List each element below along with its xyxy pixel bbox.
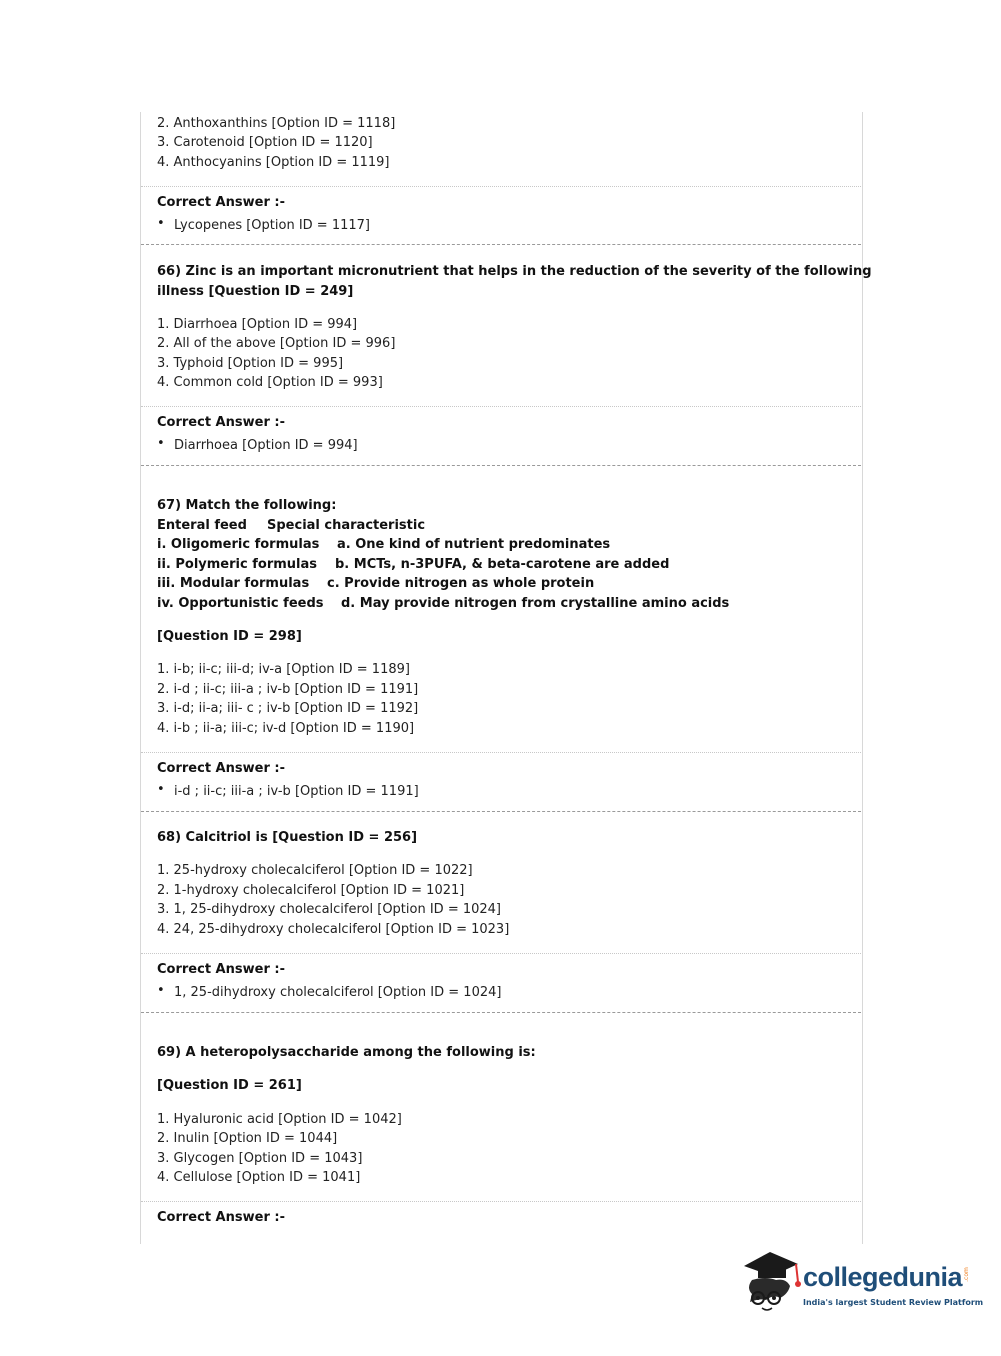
q67-correct-answer: i-d ; ii-c; iii-a ; iv-b [Option ID = 1191] xyxy=(174,784,419,799)
q69-option-1: 1. Hyaluronic acid [Option ID = 1042] xyxy=(157,1112,402,1127)
q69-question: 69) A heteropolysaccharide among the following is: xyxy=(157,1045,536,1060)
q66-option-1: 1. Diarrhoea [Option ID = 994] xyxy=(157,317,358,332)
q65-correct-label: Correct Answer :- xyxy=(157,195,285,210)
q67-option-2: 2. i-d ; ii-c; iii-a ; iv-b [Option ID = 1191] xyxy=(157,682,419,697)
divider xyxy=(141,752,861,753)
logo-domain-suffix: .com xyxy=(962,1267,970,1282)
bullet-icon: • xyxy=(157,216,165,231)
q67-header-left: Enteral feed xyxy=(157,518,247,533)
logo-tagline: India's largest Student Review Platform xyxy=(803,1298,984,1307)
q67-header-right: Special characteristic xyxy=(267,518,426,533)
question-separator xyxy=(141,465,861,466)
bullet-icon: • xyxy=(157,983,165,998)
q67-correct-label: Correct Answer :- xyxy=(157,761,285,776)
q68-option-1: 1. 25-hydroxy cholecalciferol [Option ID = 1022] xyxy=(157,863,473,878)
q67-question-id: [Question ID = 298] xyxy=(157,629,302,644)
q69-option-3: 3. Glycogen [Option ID = 1043] xyxy=(157,1151,363,1166)
q69-correct-label: Correct Answer :- xyxy=(157,1210,285,1225)
q66-option-3: 3. Typhoid [Option ID = 995] xyxy=(157,356,344,371)
q67-row-1-left: i. Oligomeric formulas xyxy=(157,537,320,552)
q67-row-3-left: iii. Modular formulas xyxy=(157,576,310,591)
q69-question-id: [Question ID = 261] xyxy=(157,1078,302,1093)
q67-option-4: 4. i-b ; ii-a; iii-c; iv-d [Option ID = 1190] xyxy=(157,721,415,736)
q66-question-line2: illness [Question ID = 249] xyxy=(157,284,354,299)
divider xyxy=(141,186,861,187)
question-separator xyxy=(141,244,861,245)
q65-option-4: 4. Anthocyanins [Option ID = 1119] xyxy=(157,155,390,170)
q66-correct-answer: Diarrhoea [Option ID = 994] xyxy=(174,438,358,453)
q68-option-3: 3. 1, 25-dihydroxy cholecalciferol [Option ID = 1024] xyxy=(157,902,501,917)
q67-option-1: 1. i-b; ii-c; iii-d; iv-a [Option ID = 1189] xyxy=(157,662,410,677)
question-separator xyxy=(141,811,861,812)
q65-option-2: 2. Anthoxanthins [Option ID = 1118] xyxy=(157,116,396,131)
q65-option-3: 3. Carotenoid [Option ID = 1120] xyxy=(157,135,373,150)
q66-option-2: 2. All of the above [Option ID = 996] xyxy=(157,336,396,351)
q65-correct-answer: Lycopenes [Option ID = 1117] xyxy=(174,218,370,233)
question-frame xyxy=(140,112,863,1244)
q67-option-3: 3. i-d; ii-a; iii- c ; iv-b [Option ID = 1192] xyxy=(157,701,419,716)
logo-wordmark: collegedunia xyxy=(803,1262,963,1292)
q68-correct-label: Correct Answer :- xyxy=(157,962,285,977)
question-separator xyxy=(141,1012,861,1013)
divider xyxy=(141,1201,861,1202)
q68-option-4: 4. 24, 25-dihydroxy cholecalciferol [Option ID = 1023] xyxy=(157,922,510,937)
q67-row-3-right: c. Provide nitrogen as whole protein xyxy=(327,576,595,591)
divider xyxy=(141,406,861,407)
q68-question: 68) Calcitriol is [Question ID = 256] xyxy=(157,830,418,845)
bullet-icon: • xyxy=(157,436,165,451)
q66-correct-label: Correct Answer :- xyxy=(157,415,285,430)
q67-row-2-right: b. MCTs, n-3PUFA, & beta-carotene are added xyxy=(335,557,670,572)
q67-question: 67) Match the following: xyxy=(157,498,337,513)
divider xyxy=(141,953,861,954)
q66-option-4: 4. Common cold [Option ID = 993] xyxy=(157,375,383,390)
bullet-icon: • xyxy=(157,782,165,797)
q66-question-line1: 66) Zinc is an important micronutrient that helps in the reduction of the severity of the following xyxy=(157,264,872,279)
q67-row-4-left: iv. Opportunistic feeds xyxy=(157,596,324,611)
q68-option-2: 2. 1-hydroxy cholecalciferol [Option ID = 1021] xyxy=(157,883,465,898)
q67-row-4-right: d. May provide nitrogen from crystalline amino acids xyxy=(341,596,730,611)
q67-row-2-left: ii. Polymeric formulas xyxy=(157,557,317,572)
q69-option-4: 4. Cellulose [Option ID = 1041] xyxy=(157,1170,361,1185)
q69-option-2: 2. Inulin [Option ID = 1044] xyxy=(157,1131,338,1146)
q67-row-1-right: a. One kind of nutrient predominates xyxy=(337,537,611,552)
q68-correct-answer: 1, 25-dihydroxy cholecalciferol [Option ID = 1024] xyxy=(174,985,502,1000)
